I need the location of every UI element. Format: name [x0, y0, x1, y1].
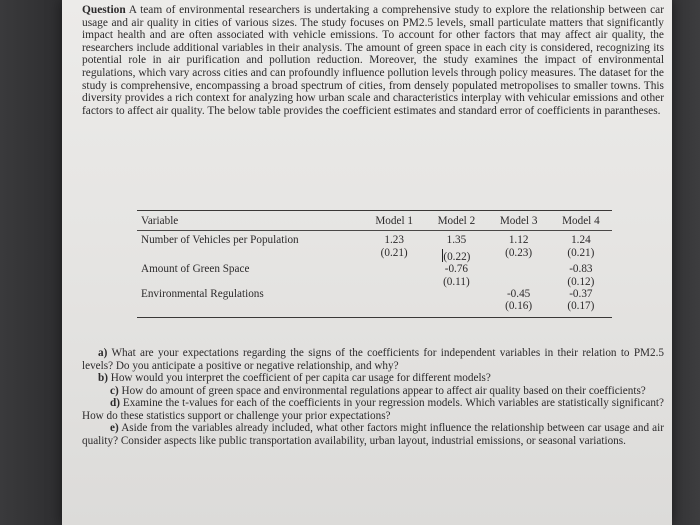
table-header-row — [137, 211, 612, 231]
cell-coef — [488, 263, 550, 275]
cell-se: (0.11) — [443, 275, 470, 288]
row-label-green-space: Amount of Green Space — [141, 263, 250, 276]
sub-question-b: b) How would you interpret the coefficient of per capita car usage for different models? — [98, 372, 491, 384]
table-row — [137, 300, 612, 317]
table-row — [137, 231, 612, 247]
col-header-model-4: Model 4 — [550, 211, 612, 231]
cell-se — [425, 247, 487, 263]
cell-se: (0.21) — [380, 246, 408, 259]
cell-coef: -0.45 — [506, 288, 531, 301]
sub-question-e: e) Aside from the variables already included, what other factors might influence the relationship between car usage and air quality? Consider aspects like public transportation availability, urban layout, industrial emissions, or seasonal variations. — [82, 422, 664, 447]
cell-coef: 1.12 — [508, 234, 529, 247]
cell-coef: -0.76 — [444, 263, 469, 276]
col-header-variable: Variable — [137, 211, 363, 231]
question-lead: Question — [82, 4, 126, 16]
sub-question-d: d) Examine the t-values for each of the coefficients in your regression models. Which variables are statistically significant? How do these statistics support or challenge your prior expectations? — [82, 397, 664, 422]
table-row — [137, 247, 612, 263]
cell-se: (0.21) — [567, 246, 595, 259]
table-row — [137, 276, 612, 288]
question-paragraph — [82, 4, 664, 117]
cell-coef: 1.23 — [384, 234, 404, 247]
coefficient-table — [137, 210, 612, 318]
cell-coef: -0.83 — [569, 263, 593, 276]
question-body — [82, 4, 664, 117]
row-label-vehicles: Number of Vehicles per Population — [141, 234, 299, 247]
cell-se — [488, 276, 550, 288]
cell-se: (0.23) — [505, 246, 533, 259]
text-cursor-icon — [442, 249, 449, 262]
paper-sheet — [62, 0, 672, 525]
table-row — [137, 263, 612, 275]
cell-se: (0.16) — [505, 300, 533, 313]
cell-coef — [363, 263, 425, 275]
cell-se: (0.12) — [567, 275, 595, 288]
cell-se — [363, 300, 425, 317]
cell-coef — [363, 288, 425, 300]
cell-coef: -0.37 — [569, 288, 593, 301]
cell-coef: 1.24 — [571, 234, 591, 247]
col-header-model-2: Model 2 — [425, 211, 487, 231]
sub-questions — [82, 347, 664, 447]
sub-question-c: c) How do amount of green space and environmental regulations appear to affect air quality based on their coefficients? — [110, 384, 646, 397]
cell-se: (0.17) — [567, 300, 595, 313]
sub-question-a: a) What are your expectations regarding the signs of the coefficients for independent variables in their relation to PM2.5 levels? Do you anticipate a positive or negative relationship, and why? — [82, 347, 664, 372]
question-text: A team of environmental researchers is undertaking a comprehensive study to explore the relationship between car usage and air quality in cities of various sizes. The study focuses on PM2.5 levels, small particulate matters that significantly impact health and are often associated with vehicle emissions. To account for other factors that may affect air quality, the researchers include additional variables in their analysis. The amount of green space in each city is considered, recognizing its potential role in air purification and pollution reduction. Moreover, the study examines the impact of environmental regulations, which vary across cities and can profoundly influence pollution levels through policy measures. The dataset for the study is comprehensive, encompassing a broad spectrum of cities, from densely populated metropolises to smaller towns. This diversity provides a rich context for analyzing how urban scale and characteristics interplay with vehicular emissions and other factors to affect air quality. The below table provides the coefficient estimates and standard error of coefficients in parantheses. — [82, 4, 664, 117]
cell-se — [363, 276, 425, 288]
cell-coef: 1.35 — [446, 234, 467, 247]
row-label-regulations: Environmental Regulations — [141, 288, 264, 301]
col-header-model-3: Model 3 — [488, 211, 550, 231]
cell-se-value: (0.22) — [443, 250, 471, 263]
cell-coef — [425, 288, 487, 300]
cell-se — [425, 300, 487, 317]
table-row — [137, 288, 612, 300]
col-header-model-1: Model 1 — [363, 211, 425, 231]
